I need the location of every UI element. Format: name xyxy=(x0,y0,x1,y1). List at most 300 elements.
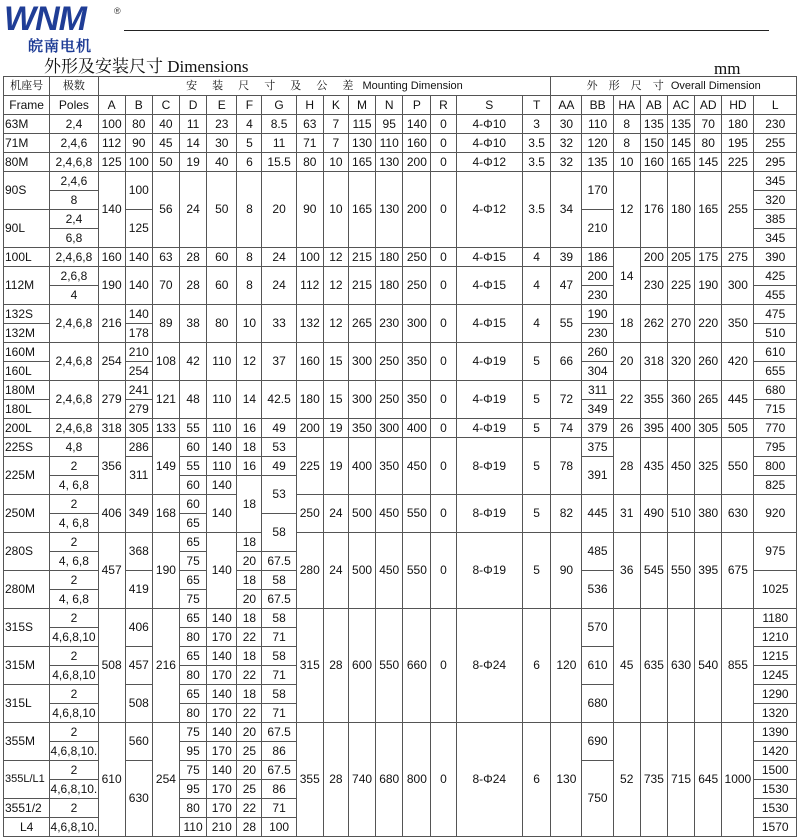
table-cell: 216 xyxy=(152,609,179,723)
table-cell: 406 xyxy=(125,609,152,647)
table-cell: 200 xyxy=(640,248,667,267)
table-cell: 445 xyxy=(722,381,754,419)
table-cell: 130 xyxy=(376,172,403,248)
table-cell: 180 xyxy=(667,172,694,248)
table-cell: 80 xyxy=(695,134,722,153)
table-cell: 170 xyxy=(207,704,237,723)
table-cell: 8 xyxy=(613,134,640,153)
table-cell: 2,4,6 xyxy=(50,134,98,153)
table-cell: 100 xyxy=(125,153,152,172)
table-cell: 55 xyxy=(180,419,207,438)
table-cell: 190 xyxy=(582,305,613,324)
table-cell: 45 xyxy=(152,134,179,153)
col-header: AB xyxy=(640,96,667,115)
table-cell: 4,6,8,10 xyxy=(50,704,98,723)
table-cell: 5 xyxy=(522,419,550,438)
table-cell: 435 xyxy=(640,438,667,495)
table-cell: 536 xyxy=(582,571,613,609)
table-cell: 52 xyxy=(613,723,640,837)
table-cell: 100L xyxy=(4,248,50,267)
table-cell: 540 xyxy=(695,609,722,723)
table-cell: 11 xyxy=(180,115,207,134)
table-cell: 320 xyxy=(667,343,694,381)
col-header: B xyxy=(125,96,152,115)
table-cell: 356 xyxy=(98,438,125,495)
table-cell: 30 xyxy=(207,134,237,153)
table-cell: 450 xyxy=(376,495,403,533)
table-cell: 6 xyxy=(237,153,262,172)
table-cell: 215 xyxy=(348,248,375,267)
table-cell: 610 xyxy=(98,723,125,837)
col-header: AD xyxy=(695,96,722,115)
table-cell: 20 xyxy=(613,343,640,381)
table-cell: 32 xyxy=(551,153,582,172)
table-cell: 280M xyxy=(4,571,50,609)
col-header: M xyxy=(348,96,375,115)
col-header: G xyxy=(262,96,296,115)
table-cell: 200L xyxy=(4,419,50,438)
table-cell: 1215 xyxy=(754,647,797,666)
table-cell: 80 xyxy=(180,628,207,647)
table-cell: 15.5 xyxy=(262,153,296,172)
table-cell: 4-Φ12 xyxy=(456,172,522,248)
table-cell: 305 xyxy=(695,419,722,438)
table-cell: 800 xyxy=(754,457,797,476)
table-row xyxy=(4,172,797,191)
table-cell: 220 xyxy=(695,305,722,343)
table-cell: 225 xyxy=(296,438,323,495)
table-cell: 55 xyxy=(180,457,207,476)
table-cell: 8-Φ24 xyxy=(456,609,522,723)
table-cell: 250 xyxy=(376,381,403,419)
table-cell: 4, 6,8 xyxy=(50,476,98,495)
table-cell: 22 xyxy=(613,381,640,419)
col-header: N xyxy=(376,96,403,115)
table-cell: 24 xyxy=(180,172,207,248)
table-cell: 457 xyxy=(98,533,125,609)
table-cell: 349 xyxy=(582,400,613,419)
table-cell: 600 xyxy=(348,609,375,723)
table-cell: 262 xyxy=(640,305,667,343)
table-cell: 0 xyxy=(431,343,456,381)
table-row xyxy=(4,305,797,324)
overall-header-cn: 外 形 尺 寸 xyxy=(586,79,668,92)
table-cell: 132S xyxy=(4,305,50,324)
table-cell: 610 xyxy=(754,343,797,362)
table-cell: 2,4,6,8 xyxy=(50,381,98,419)
col-header: F xyxy=(237,96,262,115)
table-cell: 0 xyxy=(431,134,456,153)
table-cell: 180 xyxy=(296,381,323,419)
table-cell: 0 xyxy=(431,419,456,438)
frame-header-en: Frame xyxy=(4,96,50,115)
table-cell: 95 xyxy=(376,115,403,134)
table-cell: 279 xyxy=(98,381,125,419)
table-cell: 36 xyxy=(613,533,640,609)
table-cell: 170 xyxy=(207,780,237,799)
table-cell: 750 xyxy=(582,761,613,837)
table-cell: 550 xyxy=(403,533,431,609)
table-row xyxy=(4,248,797,267)
table-cell: 15 xyxy=(323,381,348,419)
table-cell: 53 xyxy=(262,438,296,457)
table-cell: 53 xyxy=(262,476,296,514)
col-header: D xyxy=(180,96,207,115)
table-cell: 2 xyxy=(50,723,98,742)
table-cell: 0 xyxy=(431,438,456,495)
table-cell: 795 xyxy=(754,438,797,457)
table-cell: 48 xyxy=(180,381,207,419)
table-cell: 40 xyxy=(207,153,237,172)
table-cell: 400 xyxy=(403,419,431,438)
table-cell: 22 xyxy=(237,799,262,818)
col-header: E xyxy=(207,96,237,115)
table-cell: 425 xyxy=(754,267,797,286)
logo-company-name: 皖南电机 xyxy=(28,38,93,55)
dimension-table xyxy=(3,76,797,837)
table-cell: 112 xyxy=(296,267,323,305)
table-cell: 1210 xyxy=(754,628,797,647)
table-cell: 6 xyxy=(522,723,550,837)
table-cell: 186 xyxy=(582,248,613,267)
table-cell: 22 xyxy=(237,704,262,723)
table-cell: 350 xyxy=(376,438,403,495)
table-cell: 28 xyxy=(180,248,207,267)
table-cell: 4,6,8,10 xyxy=(50,666,98,685)
table-cell: 190 xyxy=(98,267,125,305)
table-cell: 4,8 xyxy=(50,438,98,457)
table-cell: 15 xyxy=(323,343,348,381)
table-cell: 305 xyxy=(125,419,152,438)
table-cell: 2 xyxy=(50,457,98,476)
table-cell: 450 xyxy=(403,438,431,495)
table-cell: 419 xyxy=(125,571,152,609)
table-cell: 200 xyxy=(403,172,431,248)
table-cell: 28 xyxy=(237,818,262,837)
table-cell: 450 xyxy=(376,533,403,609)
table-cell: 110 xyxy=(376,134,403,153)
table-row xyxy=(4,495,797,514)
table-cell: 0 xyxy=(431,495,456,533)
table-cell: 1530 xyxy=(754,799,797,818)
table-cell: 65 xyxy=(180,571,207,590)
table-cell: 24 xyxy=(262,267,296,305)
table-cell: 67.5 xyxy=(262,552,296,571)
table-cell: 8 xyxy=(50,191,98,210)
table-cell: 1320 xyxy=(754,704,797,723)
table-cell: 100 xyxy=(296,248,323,267)
table-cell: 71 xyxy=(262,799,296,818)
table-row xyxy=(4,609,797,628)
table-cell: 825 xyxy=(754,476,797,495)
table-cell: 4 xyxy=(522,267,550,305)
table-cell: 645 xyxy=(695,723,722,837)
table-cell: 260 xyxy=(695,343,722,381)
table-cell: 130 xyxy=(348,134,375,153)
table-cell: 735 xyxy=(640,723,667,837)
table-cell: 4-Φ10 xyxy=(456,134,522,153)
table-cell: 4, 6,8 xyxy=(50,552,98,571)
table-cell: 58 xyxy=(262,647,296,666)
table-cell: 4, 6,8 xyxy=(50,590,98,609)
table-cell: 135 xyxy=(667,115,694,134)
table-cell: 4 xyxy=(522,305,550,343)
table-cell: 180 xyxy=(376,248,403,267)
table-cell: 5 xyxy=(522,495,550,533)
table-cell: 100 xyxy=(125,172,152,210)
table-cell: 180L xyxy=(4,400,50,419)
table-cell: 58 xyxy=(262,685,296,704)
table-cell: 60 xyxy=(207,267,237,305)
table-cell: 0 xyxy=(431,153,456,172)
table-cell: 260 xyxy=(582,343,613,362)
table-cell: 320 xyxy=(754,191,797,210)
table-cell: 0 xyxy=(431,609,456,723)
table-cell: 25 xyxy=(237,742,262,761)
table-cell: 140 xyxy=(207,609,237,628)
table-cell: 65 xyxy=(180,533,207,552)
table-cell: 160 xyxy=(296,343,323,381)
table-cell: 655 xyxy=(754,362,797,381)
table-cell: 315L xyxy=(4,685,50,723)
table-cell: L4 xyxy=(4,818,50,837)
table-cell: 740 xyxy=(348,723,375,837)
table-cell: 160M xyxy=(4,343,50,362)
table-cell: 4 xyxy=(50,286,98,305)
table-cell: 445 xyxy=(582,495,613,533)
table-cell: 300 xyxy=(348,343,375,381)
table-cell: 225 xyxy=(722,153,754,172)
table-cell: 60 xyxy=(180,495,207,514)
table-cell: 379 xyxy=(582,419,613,438)
table-cell: 65 xyxy=(180,514,207,533)
table-cell: 230 xyxy=(582,286,613,305)
table-cell: 4-Φ19 xyxy=(456,381,522,419)
table-cell: 132 xyxy=(296,305,323,343)
table-cell: 10 xyxy=(323,172,348,248)
table-cell: 90L xyxy=(4,210,50,248)
col-header: C xyxy=(152,96,179,115)
table-cell: 311 xyxy=(125,457,152,495)
table-cell: 18 xyxy=(237,438,262,457)
table-cell: 635 xyxy=(640,609,667,723)
table-cell: 660 xyxy=(403,609,431,723)
table-cell: 18 xyxy=(237,647,262,666)
table-cell: 385 xyxy=(754,210,797,229)
table-cell: 60 xyxy=(180,476,207,495)
table-cell: 31 xyxy=(613,495,640,533)
table-cell: 20 xyxy=(237,552,262,571)
table-cell: 165 xyxy=(695,172,722,248)
table-row xyxy=(4,343,797,362)
table-cell: 255 xyxy=(754,134,797,153)
table-cell: 110 xyxy=(207,419,237,438)
table-cell: 28 xyxy=(323,609,348,723)
table-cell: 1180 xyxy=(754,609,797,628)
table-cell: 715 xyxy=(667,723,694,837)
table-cell: 135 xyxy=(582,153,613,172)
table-cell: 355 xyxy=(640,381,667,419)
table-cell: 216 xyxy=(98,305,125,343)
table-cell: 14 xyxy=(613,248,640,305)
table-cell: 165 xyxy=(348,153,375,172)
table-cell: 120 xyxy=(582,134,613,153)
table-cell: 65 xyxy=(180,609,207,628)
table-cell: 125 xyxy=(98,153,125,172)
table-cell: 360 xyxy=(667,381,694,419)
table-cell: 1290 xyxy=(754,685,797,704)
table-cell: 140 xyxy=(403,115,431,134)
table-cell: 18 xyxy=(237,685,262,704)
col-header: L xyxy=(754,96,797,115)
table-cell: 75 xyxy=(180,723,207,742)
table-cell: 14 xyxy=(180,134,207,153)
table-cell: 300 xyxy=(376,419,403,438)
table-cell: 5 xyxy=(522,381,550,419)
unit-label: mm xyxy=(714,59,741,78)
table-cell: 95 xyxy=(180,742,207,761)
table-cell: 178 xyxy=(125,324,152,343)
table-cell: 28 xyxy=(180,267,207,305)
table-cell: 500 xyxy=(348,533,375,609)
table-cell: 60 xyxy=(180,438,207,457)
table-cell: 355 xyxy=(296,723,323,837)
company-logo xyxy=(2,2,132,58)
table-cell: 110 xyxy=(207,343,237,381)
table-cell: 975 xyxy=(754,533,797,571)
table-cell: 3551/2 xyxy=(4,799,50,818)
overall-dimension-header xyxy=(551,77,797,96)
table-cell: 176 xyxy=(640,172,667,248)
col-header: R xyxy=(431,96,456,115)
table-cell: 250 xyxy=(403,267,431,305)
table-cell: 690 xyxy=(582,723,613,761)
table-cell: 395 xyxy=(640,419,667,438)
table-cell: 2,6,8 xyxy=(50,267,98,286)
table-cell: 47 xyxy=(551,267,582,305)
table-cell: 8 xyxy=(237,267,262,305)
table-cell: 95 xyxy=(180,780,207,799)
table-cell: 11 xyxy=(262,134,296,153)
table-cell: 42.5 xyxy=(262,381,296,419)
table-cell: 90 xyxy=(125,134,152,153)
frame-header-cn: 机座号 xyxy=(4,77,50,96)
table-cell: 7 xyxy=(323,134,348,153)
registered-mark: ® xyxy=(114,6,121,16)
table-cell: 420 xyxy=(722,343,754,381)
table-cell: 200 xyxy=(582,267,613,286)
table-cell: 10 xyxy=(237,305,262,343)
table-cell: 550 xyxy=(722,438,754,495)
table-cell: 2 xyxy=(50,761,98,780)
table-cell: 475 xyxy=(754,305,797,324)
poles-header-cn: 极数 xyxy=(50,77,98,96)
table-cell: 133 xyxy=(152,419,179,438)
mounting-header-cn: 安 装 尺 寸 及 公 差 xyxy=(186,79,360,92)
table-cell: 0 xyxy=(431,267,456,305)
table-cell: 71M xyxy=(4,134,50,153)
table-cell: 70 xyxy=(152,267,179,305)
table-row xyxy=(4,115,797,134)
table-cell: 680 xyxy=(754,381,797,400)
table-cell: 160L xyxy=(4,362,50,381)
table-cell: 86 xyxy=(262,742,296,761)
table-cell: 485 xyxy=(582,533,613,571)
table-cell: 280S xyxy=(4,533,50,571)
table-cell: 190 xyxy=(695,267,722,305)
table-cell: 24 xyxy=(323,533,348,609)
table-cell: 112 xyxy=(98,134,125,153)
table-cell: 125 xyxy=(125,210,152,248)
table-cell: 66 xyxy=(551,343,582,381)
table-cell: 250 xyxy=(403,248,431,267)
table-cell: 355M xyxy=(4,723,50,761)
table-cell: 140 xyxy=(207,495,237,533)
table-cell: 140 xyxy=(207,685,237,704)
table-cell: 140 xyxy=(98,172,125,248)
table-cell: 28 xyxy=(613,438,640,495)
table-cell: 8-Φ19 xyxy=(456,533,522,609)
table-cell: 170 xyxy=(582,172,613,210)
table-cell: 75 xyxy=(180,761,207,780)
table-cell: 230 xyxy=(640,267,667,305)
table-cell: 160 xyxy=(403,134,431,153)
table-row xyxy=(4,134,797,153)
table-cell: 58 xyxy=(262,571,296,590)
table-cell: 3.5 xyxy=(522,134,550,153)
table-cell: 22 xyxy=(237,628,262,647)
table-cell: 74 xyxy=(551,419,582,438)
table-cell: 18 xyxy=(237,571,262,590)
table-cell: 0 xyxy=(431,115,456,134)
table-cell: 2,4,6,8 xyxy=(50,419,98,438)
table-cell: 90S xyxy=(4,172,50,210)
table-cell: 800 xyxy=(403,723,431,837)
table-cell: 254 xyxy=(98,343,125,381)
table-cell: 630 xyxy=(125,761,152,837)
table-cell: 265 xyxy=(695,381,722,419)
table-cell: 1420 xyxy=(754,742,797,761)
table-cell: 215 xyxy=(348,267,375,305)
table-cell: 270 xyxy=(667,305,694,343)
table-cell: 65 xyxy=(180,685,207,704)
table-cell: 22 xyxy=(237,666,262,685)
table-cell: 140 xyxy=(125,305,152,324)
table-cell: 0 xyxy=(431,172,456,248)
table-cell: 4-Φ15 xyxy=(456,267,522,305)
table-cell: 56 xyxy=(152,172,179,248)
table-cell: 45 xyxy=(613,609,640,723)
table-row xyxy=(4,533,797,552)
overall-header-en: Overall Dimension xyxy=(670,79,761,92)
table-cell: 12 xyxy=(613,172,640,248)
table-cell: 254 xyxy=(125,362,152,381)
table-cell: 71 xyxy=(262,628,296,647)
table-cell: 490 xyxy=(640,495,667,533)
table-cell: 140 xyxy=(125,248,152,267)
table-cell: 250M xyxy=(4,495,50,533)
table-cell: 14 xyxy=(237,381,262,419)
table-row xyxy=(4,153,797,172)
table-cell: 121 xyxy=(152,381,179,419)
table-cell: 55 xyxy=(551,305,582,343)
table-cell: 4, 6,8 xyxy=(50,514,98,533)
table-cell: 71 xyxy=(296,134,323,153)
table-cell: 391 xyxy=(582,457,613,495)
col-header: P xyxy=(403,96,431,115)
table-cell: 38 xyxy=(180,305,207,343)
table-cell: 115 xyxy=(348,115,375,134)
